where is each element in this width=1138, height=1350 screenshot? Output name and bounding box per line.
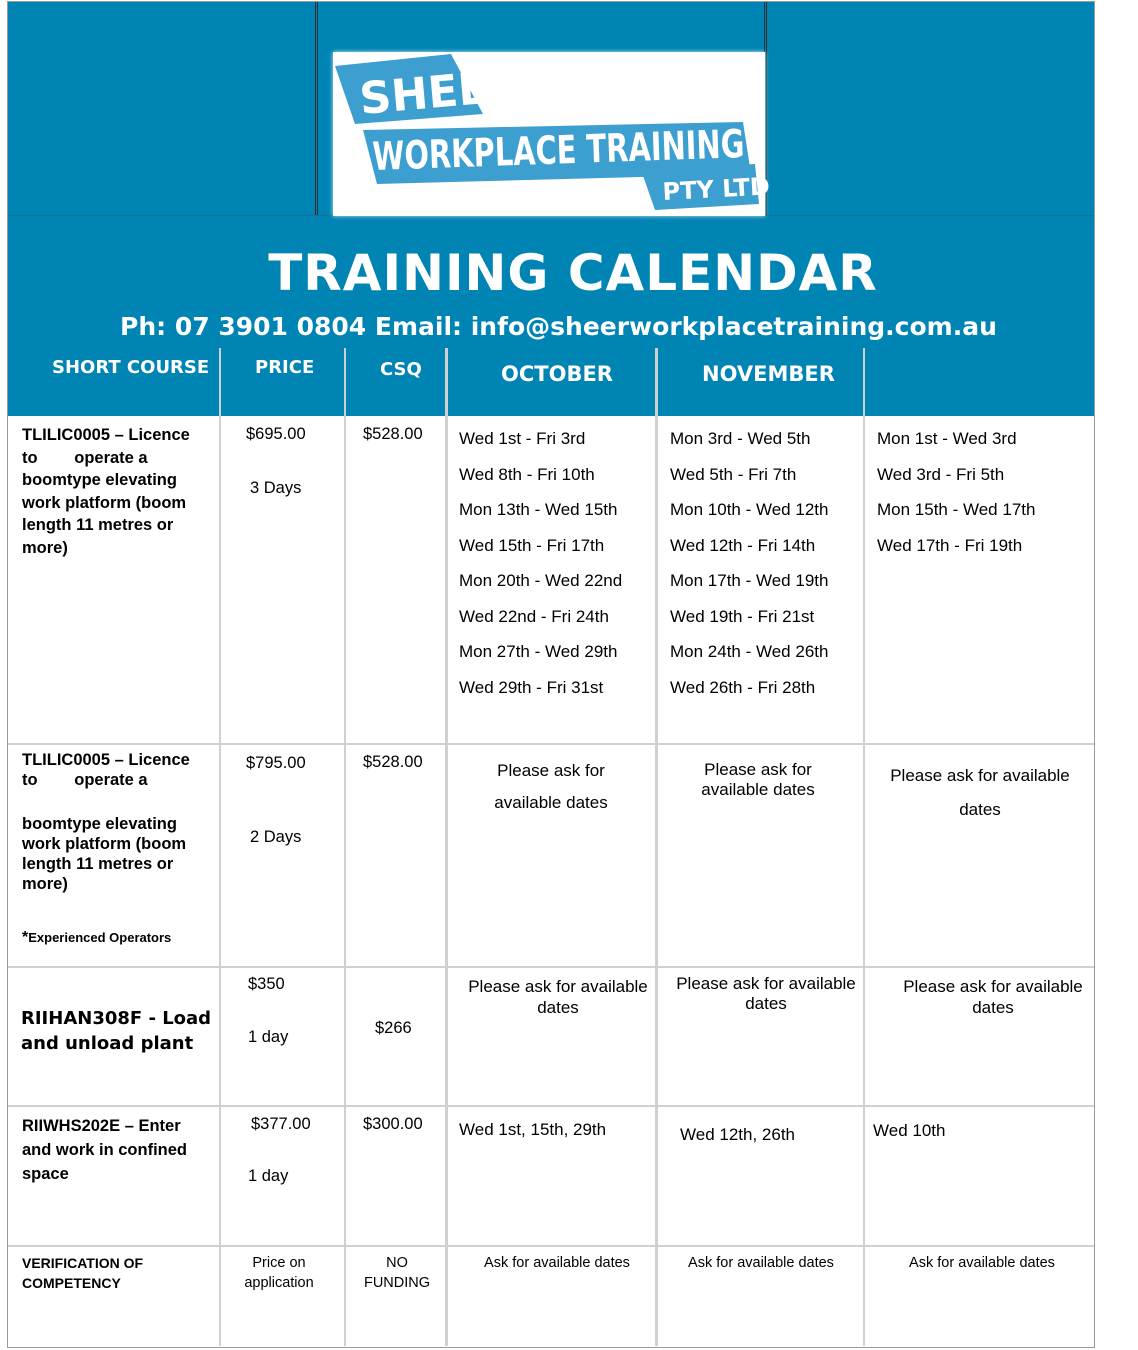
price-boom-2day: $795.00 xyxy=(246,754,306,772)
header-october: OCTOBER xyxy=(501,362,613,386)
december-dates-boom-2day: Please ask for available dates xyxy=(890,766,1070,819)
csq-boom-3day: $528.00 xyxy=(363,425,423,443)
price-boom-3day: $695.00 xyxy=(246,425,306,443)
price-verification: Price on application xyxy=(244,1255,314,1291)
company-logo xyxy=(333,52,876,216)
december-dates-load-unload: Please ask for available dates xyxy=(903,977,1083,1017)
course-name-load-unload: RIIHAN308F - Load and unload plant xyxy=(21,1008,212,1054)
november-dates-load-unload: Please ask for available dates xyxy=(676,974,856,1013)
logo-text-sheer: SHEER xyxy=(357,59,524,125)
november-dates-boom-3day: Mon 3rd - Wed 5th Wed 5th - Fri 7th Mon 10th - Wed 12th Wed 12th - Fri 14th Mon 17th - Wed 19th Wed 19th - Fri 21st Mon 24th - Wed 26th Wed 26th - Fri 28th xyxy=(670,429,829,697)
october-dates-confined-space: Wed 1st, 15th, 29th xyxy=(459,1120,607,1139)
course-name-confined-space: RIIWHS202E – Enter and work in confined space xyxy=(22,1117,188,1183)
header-short-course: SHORT COURSE xyxy=(52,357,210,378)
october-dates-boom-3day: Wed 1st - Fri 3rd Wed 8th - Fri 10th Mon 13th - Wed 15th Wed 15th - Fri 17th Mon 20th - Wed 22nd Wed 22nd - Fri 24th Mon 27th - Wed 29th Wed 29th - Fri 31st xyxy=(459,429,623,697)
november-dates-verification: Ask for available dates xyxy=(688,1255,834,1271)
price-confined-space: $377.00 xyxy=(251,1115,311,1133)
duration-boom-3day: 3 Days xyxy=(250,479,302,497)
course-name-boom-2day: TLILIC0005 – Licence to operate a boomtype elevating work platform (boom length 11 metres or more) xyxy=(22,751,190,893)
october-dates-boom-2day: Please ask for available dates xyxy=(494,761,608,812)
csq-verification: NO FUNDING xyxy=(363,1255,431,1291)
header-november: NOVEMBER xyxy=(702,362,835,386)
course-name-verification: VERIFICATION OF COMPETENCY xyxy=(22,1255,144,1291)
november-dates-boom-2day: Please ask for available dates xyxy=(701,760,815,799)
october-dates-load-unload: Please ask for available dates xyxy=(468,977,648,1017)
contact-line: Ph: 07 3901 0804 Email: info@sheerworkplacetraining.com.au xyxy=(120,312,997,341)
duration-confined-space: 1 day xyxy=(248,1167,289,1185)
header-csq: CSQ xyxy=(380,359,422,380)
october-dates-verification: Ask for available dates xyxy=(484,1255,630,1271)
course-name-boom-3day: TLILIC0005 – Licence to operate a boomtype elevating work platform (boom length 11 metres or more) xyxy=(22,426,190,557)
logo-text-ptyltd: PTY LTD xyxy=(661,172,771,206)
note-experienced-operators: *Experienced Operators xyxy=(22,929,172,946)
csq-confined-space: $300.00 xyxy=(363,1115,423,1133)
duration-boom-2day: 2 Days xyxy=(250,828,302,846)
november-dates-confined-space: Wed 12th, 26th xyxy=(680,1125,795,1144)
header-price: PRICE xyxy=(255,357,315,378)
csq-boom-2day: $528.00 xyxy=(363,753,423,771)
csq-load-unload: $266 xyxy=(375,1019,412,1037)
duration-load-unload: 1 day xyxy=(248,1028,289,1046)
december-dates-verification: Ask for available dates xyxy=(909,1255,1055,1271)
december-dates-boom-3day: Mon 1st - Wed 3rd Wed 3rd - Fri 5th Mon 15th - Wed 17th Wed 17th - Fri 19th xyxy=(877,429,1036,555)
logo-text-workplace: WORKPLACE TRAINING xyxy=(371,117,876,180)
page-title: TRAINING CALENDAR xyxy=(268,244,878,302)
december-dates-confined-space: Wed 10th xyxy=(873,1121,946,1140)
price-load-unload: $350 xyxy=(248,975,285,993)
